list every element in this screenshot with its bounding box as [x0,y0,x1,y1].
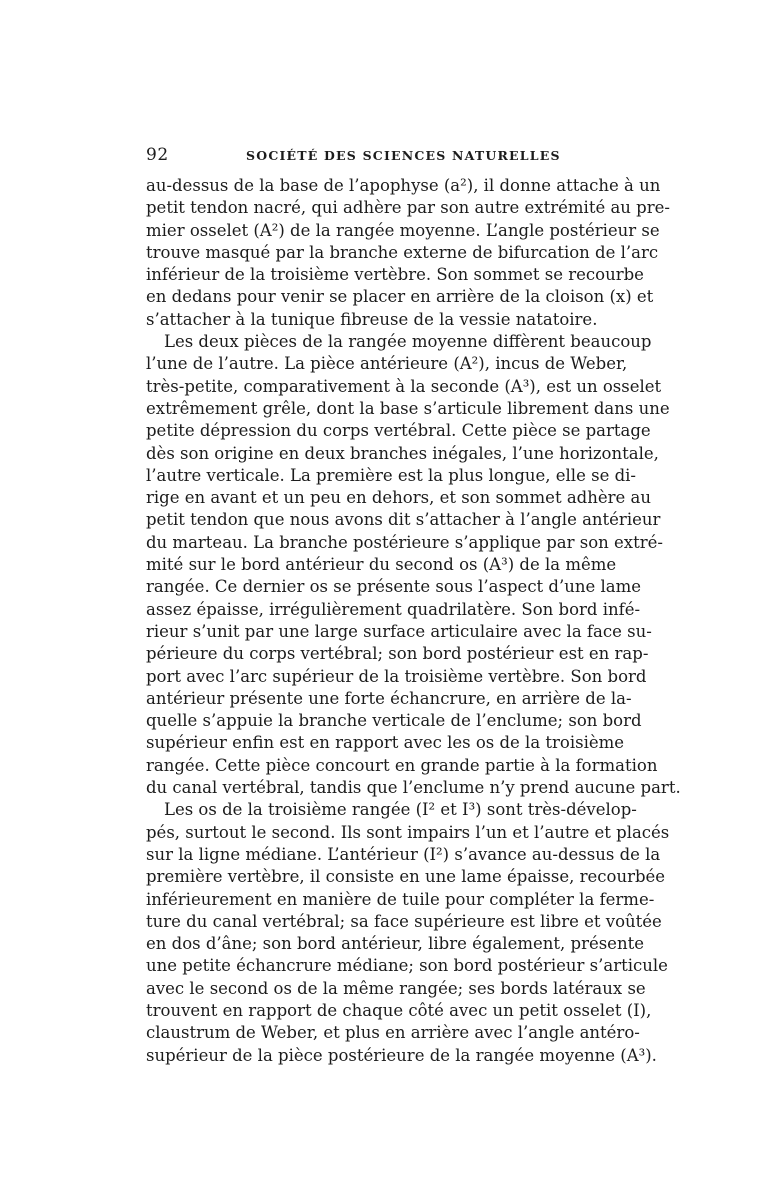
text-line: une petite échancrure médiane; son bord postérieur s’articule [146,956,668,976]
text-line: au-dessus de la base de l’apophyse (a²), il donne attache à un [146,176,661,195]
text-line: extrêmement grêle, dont la base s’articule librement dans une [146,398,670,418]
text-line: Les os de la troisième rangée (I² et I³) sont très-dévelop- [164,800,637,820]
text-line: antérieur présente une forte échancrure, en arrière de la- [146,688,632,708]
text-line: quelle s’appuie la branche verticale de l’enclume; son bord [146,711,642,731]
text-line: assez épaisse, irrégulièrement quadrilatère. Son bord infé- [146,599,641,619]
text-line: trouvent en rapport de chaque côté avec un petit osselet (I), [146,1000,652,1020]
text-line: Les deux pièces de la rangée moyenne diffèrent beaucoup [164,332,652,352]
text-line: trouve masqué par la branche externe de bifurcation de l’arc [146,242,659,262]
text-line: petit tendon que nous avons dit s’attacher à l’angle antérieur [146,510,661,530]
text-line: inférieurement en manière de tuile pour compléter la ferme- [146,889,655,909]
text-line: pés, surtout le second. Ils sont impairs l’un et l’autre et placés [146,822,670,842]
page-number: 92 [146,145,169,165]
text-line: ture du canal vertébral; sa face supérieure est libre et voûtée [146,911,662,931]
text-line: s’attacher à la tunique fibreuse de la vessie natatoire. [146,309,598,329]
text-line: mité sur le bord antérieur du second os (A³) de la même [146,555,617,575]
text-line: mier osselet (A²) de la rangée moyenne. L’angle postérieur se [146,220,660,240]
text-line: l’une de l’autre. La pièce antérieure (A²), incus de Weber, [146,354,628,374]
text-line: port avec l’arc supérieur de la troisième vertèbre. Son bord [146,666,647,686]
text-line: en dedans pour venir se placer en arrière de la cloison (x) et [146,287,654,307]
text-line: avec le second os de la même rangée; ses bords latéraux se [146,978,646,998]
text-line: sur la ligne médiane. L’antérieur (I²) s’avance au-dessus de la [146,844,661,864]
text-line: rieur s’unit par une large surface articulaire avec la face su- [146,621,652,641]
text-line: supérieur enfin est en rapport avec les os de la troisième [146,733,625,753]
running-title: SOCIÉTÉ DES SCIENCES NATURELLES [246,148,561,163]
text-line: périeure du corps vertébral; son bord postérieur est en rap- [146,644,649,664]
text-line: claustrum de Weber, et plus en arrière avec l’angle antéro- [146,1023,640,1043]
text-line: supérieur de la pièce postérieure de la rangée moyenne (A³). [146,1045,657,1065]
text-line: petite dépression du corps vertébral. Cette pièce se partage [146,421,651,441]
text-line: rangée. Cette pièce concourt en grande partie à la formation [146,755,658,775]
text-line: du canal vertébral, tandis que l’enclume n’y prend aucune part. [146,778,681,798]
text-line: petit tendon nacré, qui adhère par son autre extrémité au pre- [146,198,670,218]
text-line: première vertèbre, il consiste en une lame épaisse, recourbée [146,867,666,887]
text-line: du marteau. La branche postérieure s’applique par son extré- [146,532,663,552]
text-line: dès son origine en deux branches inégales, l’une horizontale, [146,443,659,463]
text-line: rangée. Ce dernier os se présente sous l’aspect d’une lame [146,577,642,597]
text-line: rige en avant et un peu en dehors, et son sommet adhère au [146,488,651,508]
text-line: en dos d’âne; son bord antérieur, libre également, présente [146,934,644,954]
text-line: très-petite, comparativement à la seconde (A³), est un osselet [146,376,662,396]
text-line: inférieur de la troisième vertèbre. Son sommet se recourbe [146,265,644,285]
page-header [146,145,596,169]
text-line: l’autre verticale. La première est la plus longue, elle se di- [146,465,636,485]
body-text [146,175,681,1067]
